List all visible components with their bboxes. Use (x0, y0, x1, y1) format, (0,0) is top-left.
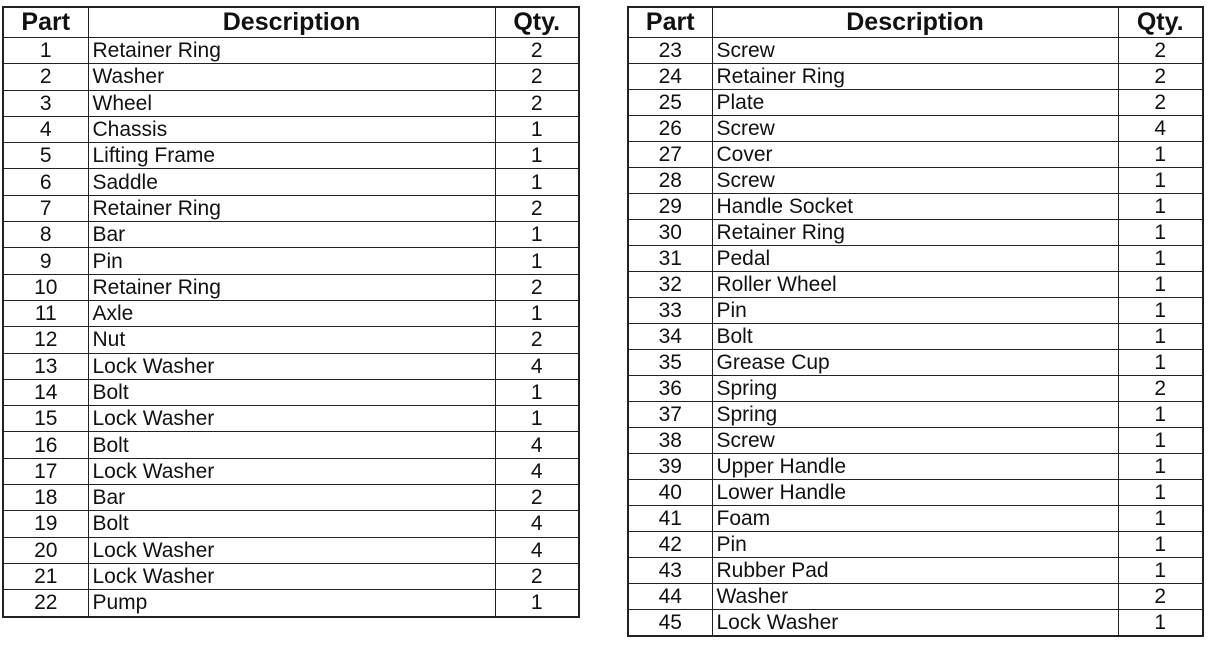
part-number: 35 (628, 350, 712, 376)
part-quantity: 1 (1118, 194, 1203, 220)
part-quantity: 1 (495, 222, 579, 248)
part-number: 34 (628, 324, 712, 350)
table-row (628, 454, 1203, 480)
table-row (628, 402, 1203, 428)
part-number: 4 (3, 116, 88, 142)
table-row (3, 274, 579, 300)
part-description: Lock Washer (88, 458, 495, 484)
part-description: Grease Cup (712, 350, 1118, 376)
table-row (628, 610, 1203, 637)
part-description: Foam (712, 506, 1118, 532)
part-quantity: 1 (1118, 532, 1203, 558)
part-quantity: 2 (495, 485, 579, 511)
part-number: 33 (628, 298, 712, 324)
parts-table-left (2, 6, 580, 618)
table-row (628, 324, 1203, 350)
header-part: Part (3, 7, 88, 38)
part-quantity: 4 (1118, 116, 1203, 142)
part-description: Saddle (88, 169, 495, 195)
part-description: Spring (712, 402, 1118, 428)
part-description: Nut (88, 327, 495, 353)
table-row (628, 532, 1203, 558)
table-row (3, 169, 579, 195)
part-description: Wheel (88, 90, 495, 116)
part-number: 9 (3, 248, 88, 274)
part-description: Lifting Frame (88, 143, 495, 169)
part-quantity: 2 (495, 563, 579, 589)
part-description: Plate (712, 90, 1118, 116)
part-number: 40 (628, 480, 712, 506)
part-number: 41 (628, 506, 712, 532)
part-quantity: 1 (495, 590, 579, 617)
table-row (628, 558, 1203, 584)
part-description: Lock Washer (88, 353, 495, 379)
part-description: Pedal (712, 246, 1118, 272)
part-number: 18 (3, 485, 88, 511)
part-quantity: 2 (495, 64, 579, 90)
part-quantity: 1 (1118, 610, 1203, 637)
table-row (3, 90, 579, 116)
part-description: Washer (88, 64, 495, 90)
part-number: 19 (3, 511, 88, 537)
part-number: 11 (3, 300, 88, 326)
table-row (3, 195, 579, 221)
part-description: Rubber Pad (712, 558, 1118, 584)
part-number: 17 (3, 458, 88, 484)
header-qty: Qty. (1118, 7, 1203, 38)
part-description: Upper Handle (712, 454, 1118, 480)
part-description: Screw (712, 168, 1118, 194)
part-quantity: 1 (1118, 480, 1203, 506)
table-row (628, 142, 1203, 168)
part-description: Lower Handle (712, 480, 1118, 506)
part-number: 28 (628, 168, 712, 194)
part-number: 21 (3, 563, 88, 589)
part-quantity: 2 (495, 274, 579, 300)
part-quantity: 4 (495, 432, 579, 458)
part-description: Bar (88, 485, 495, 511)
part-quantity: 2 (1118, 38, 1203, 64)
part-number: 5 (3, 143, 88, 169)
part-number: 30 (628, 220, 712, 246)
part-description: Screw (712, 116, 1118, 142)
part-quantity: 1 (1118, 246, 1203, 272)
part-description: Retainer Ring (712, 220, 1118, 246)
part-number: 43 (628, 558, 712, 584)
part-description: Bolt (88, 379, 495, 405)
table-row (628, 506, 1203, 532)
part-description: Bar (88, 222, 495, 248)
part-description: Bolt (712, 324, 1118, 350)
part-description: Pump (88, 590, 495, 617)
table-row (3, 379, 579, 405)
part-number: 7 (3, 195, 88, 221)
part-description: Pin (88, 248, 495, 274)
part-number: 44 (628, 584, 712, 610)
part-quantity: 1 (495, 116, 579, 142)
table-row (628, 272, 1203, 298)
part-number: 31 (628, 246, 712, 272)
table-row (628, 584, 1203, 610)
part-quantity: 1 (495, 248, 579, 274)
part-quantity: 2 (495, 327, 579, 353)
part-description: Screw (712, 428, 1118, 454)
table-row (628, 90, 1203, 116)
part-number: 1 (3, 38, 88, 64)
header-description: Description (712, 7, 1118, 38)
part-quantity: 1 (495, 406, 579, 432)
table-row (3, 222, 579, 248)
part-quantity: 1 (1118, 350, 1203, 376)
table-row (3, 485, 579, 511)
part-description: Lock Washer (88, 537, 495, 563)
part-number: 20 (3, 537, 88, 563)
table-row (628, 480, 1203, 506)
part-description: Retainer Ring (88, 38, 495, 64)
table-row (3, 406, 579, 432)
table-row (628, 246, 1203, 272)
part-number: 16 (3, 432, 88, 458)
table-row (3, 432, 579, 458)
part-number: 15 (3, 406, 88, 432)
part-number: 38 (628, 428, 712, 454)
part-number: 25 (628, 90, 712, 116)
part-description: Spring (712, 376, 1118, 402)
part-quantity: 1 (1118, 272, 1203, 298)
part-quantity: 1 (1118, 454, 1203, 480)
part-quantity: 1 (1118, 142, 1203, 168)
part-description: Axle (88, 300, 495, 326)
part-number: 42 (628, 532, 712, 558)
part-quantity: 1 (495, 169, 579, 195)
header-row (628, 7, 1203, 38)
table-row (3, 327, 579, 353)
table-row (3, 537, 579, 563)
table-row (628, 428, 1203, 454)
part-number: 13 (3, 353, 88, 379)
part-description: Lock Washer (88, 406, 495, 432)
part-quantity: 1 (1118, 298, 1203, 324)
part-quantity: 1 (1118, 428, 1203, 454)
table-row (3, 38, 579, 64)
part-number: 22 (3, 590, 88, 617)
part-number: 8 (3, 222, 88, 248)
table-row (628, 376, 1203, 402)
part-quantity: 1 (1118, 220, 1203, 246)
part-number: 14 (3, 379, 88, 405)
table-row (628, 350, 1203, 376)
part-quantity: 1 (495, 143, 579, 169)
part-description: Roller Wheel (712, 272, 1118, 298)
header-description: Description (88, 7, 495, 38)
table-row (628, 168, 1203, 194)
table-row (3, 590, 579, 617)
part-number: 27 (628, 142, 712, 168)
part-quantity: 2 (495, 195, 579, 221)
part-number: 3 (3, 90, 88, 116)
part-quantity: 1 (1118, 506, 1203, 532)
part-quantity: 4 (495, 353, 579, 379)
part-quantity: 2 (1118, 90, 1203, 116)
part-description: Bolt (88, 432, 495, 458)
part-description: Handle Socket (712, 194, 1118, 220)
part-number: 2 (3, 64, 88, 90)
part-quantity: 4 (495, 458, 579, 484)
part-number: 26 (628, 116, 712, 142)
table-row (3, 458, 579, 484)
part-description: Pin (712, 532, 1118, 558)
part-number: 39 (628, 454, 712, 480)
part-quantity: 4 (495, 511, 579, 537)
table-row (3, 511, 579, 537)
part-description: Washer (712, 584, 1118, 610)
table-row (3, 300, 579, 326)
part-number: 24 (628, 64, 712, 90)
part-quantity: 2 (1118, 376, 1203, 402)
part-description: Chassis (88, 116, 495, 142)
part-number: 29 (628, 194, 712, 220)
part-description: Screw (712, 38, 1118, 64)
part-number: 10 (3, 274, 88, 300)
part-number: 6 (3, 169, 88, 195)
part-number: 36 (628, 376, 712, 402)
part-number: 12 (3, 327, 88, 353)
part-description: Lock Washer (712, 610, 1118, 637)
part-description: Retainer Ring (88, 274, 495, 300)
header-part: Part (628, 7, 712, 38)
part-number: 45 (628, 610, 712, 637)
part-number: 32 (628, 272, 712, 298)
table-row (3, 248, 579, 274)
parts-table-right (627, 6, 1204, 637)
table-row (3, 143, 579, 169)
part-quantity: 1 (495, 379, 579, 405)
part-quantity: 1 (1118, 324, 1203, 350)
part-description: Pin (712, 298, 1118, 324)
table-row (628, 298, 1203, 324)
part-quantity: 2 (1118, 584, 1203, 610)
part-number: 37 (628, 402, 712, 428)
part-description: Bolt (88, 511, 495, 537)
table-row (3, 116, 579, 142)
table-row (628, 116, 1203, 142)
part-description: Lock Washer (88, 563, 495, 589)
part-quantity: 2 (495, 90, 579, 116)
table-row (3, 353, 579, 379)
part-quantity: 2 (1118, 64, 1203, 90)
part-quantity: 1 (495, 300, 579, 326)
part-quantity: 1 (1118, 168, 1203, 194)
part-quantity: 4 (495, 537, 579, 563)
header-row (3, 7, 579, 38)
part-description: Cover (712, 142, 1118, 168)
table-row (3, 64, 579, 90)
part-number: 23 (628, 38, 712, 64)
table-row (628, 220, 1203, 246)
table-row (628, 194, 1203, 220)
part-quantity: 2 (495, 38, 579, 64)
part-description: Retainer Ring (712, 64, 1118, 90)
part-quantity: 1 (1118, 558, 1203, 584)
table-row (3, 563, 579, 589)
table-row (628, 64, 1203, 90)
table-row (628, 38, 1203, 64)
header-qty: Qty. (495, 7, 579, 38)
part-quantity: 1 (1118, 402, 1203, 428)
part-description: Retainer Ring (88, 195, 495, 221)
